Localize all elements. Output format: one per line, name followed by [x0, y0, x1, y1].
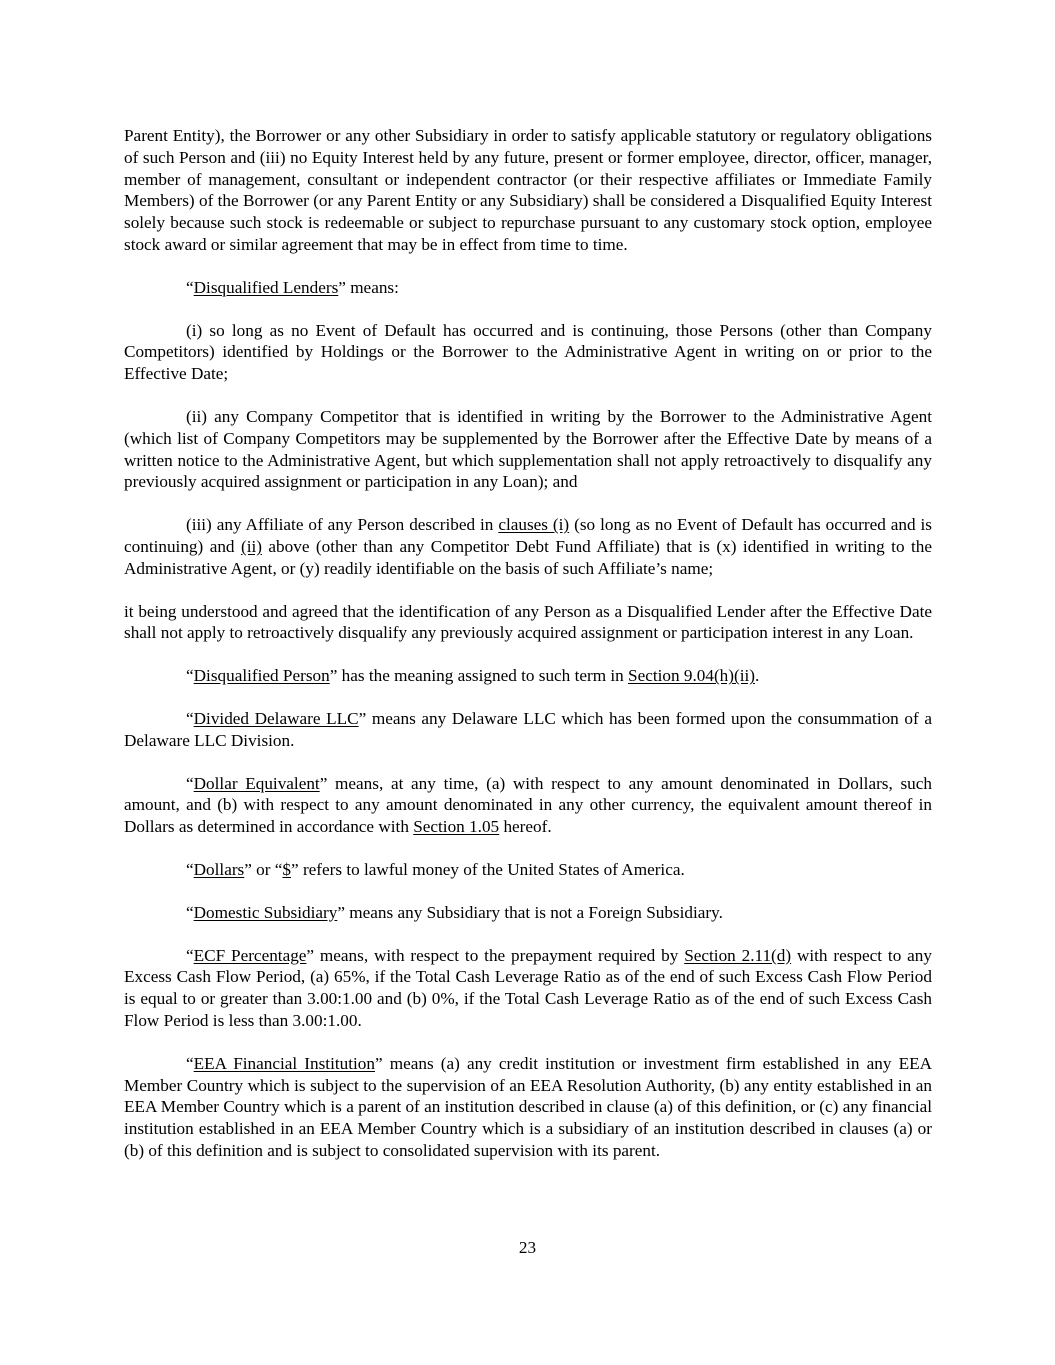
paragraph-proviso: it being understood and agreed that the identification of any Person as a Disqualified Lender after the Effective Date shall not apply to retroactively disqualify any previously acquired assignment or participation interest in any Loan. [124, 601, 932, 643]
cross-reference: clauses (i) [498, 515, 570, 535]
defined-term: EEA Financial Institution [193, 1053, 375, 1073]
definition-ecf-percentage: “ECF Percentage” means, with respect to the prepayment required by Section 2.11(d) with respect to any Excess Cash Flow Period, (a) 65%, if the Total Cash Leverage Ratio as of the end of such Excess Cash Flow Period is equal to or greater than 3.00:1.00 and (b) 0%, if the Total Cash Leverage Ratio as of the end of such Excess Cash Flow Period is less than 3.00:1.00. [124, 945, 932, 1030]
defined-term: Dollar Equivalent [193, 773, 320, 793]
defined-term: Divided Delaware LLC [193, 708, 359, 728]
defined-term: Dollars [193, 859, 245, 879]
definition-dollars: “Dollars” or “$” refers to lawful money of the United States of America. [186, 859, 685, 879]
cross-reference: Section 2.11(d) [684, 945, 792, 965]
definition-dollar-equivalent: “Dollar Equivalent” means, at any time, (a) with respect to any amount denominated in Dollars, such amount, and (b) with respect to any amount denominated in any other currency, the equivalent amount thereof in Dollars as determined in accordance with Section 1.05 hereof. [124, 773, 932, 837]
definition-domestic-subsidiary: “Domestic Subsidiary” means any Subsidiary that is not a Foreign Subsidiary. [186, 902, 723, 922]
defined-term: Disqualified Lenders [193, 277, 339, 297]
defined-term: $ [282, 859, 292, 879]
cross-reference: (ii) [240, 536, 262, 556]
defined-term: ECF Percentage [193, 945, 307, 965]
definition-disqualified-lenders: “Disqualified Lenders” means: [186, 277, 399, 297]
defined-term: Domestic Subsidiary [193, 902, 338, 922]
clause-i: (i) so long as no Event of Default has occurred and is continuing, those Persons (other than Company Competitors) identified by Holdings or the Borrower to the Administrative Agent in writing on or prior to the Effective Date; [124, 320, 932, 384]
definition-eea-financial-institution: “EEA Financial Institution” means (a) any credit institution or investment firm established in any EEA Member Country which is subject to the supervision of an EEA Resolution Authority, (b) any entity established in an EEA Member Country which is a parent of an institution described in clause (a) of this definition, or (c) any financial institution established in an EEA Member Country which is a subsidiary of an institution described in clauses (a) or (b) of this definition and is subject to consolidated supervision with its parent. [124, 1053, 932, 1160]
paragraph-continuation: Parent Entity), the Borrower or any other Subsidiary in order to satisfy applicable statutory or regulatory obligations of such Person and (iii) no Equity Interest held by any future, present or former employee, director, officer, manager, member of management, consultant or independent contractor (or their respective affiliates or Immediate Family Members) of the Borrower (or any Parent Entity or any Subsidiary) shall be considered a Disqualified Equity Interest solely because such stock is redeemable or subject to repurchase pursuant to any customary stock option, employee stock award or similar agreement that may be in effect from time to time. [124, 126, 932, 254]
page-number: 23 [518, 1238, 537, 1257]
clause-ii: (ii) any Company Competitor that is identified in writing by the Borrower to the Administrative Agent (which list of Company Competitors may be supplemented by the Borrower after the Effective Date by means of a written notice to the Administrative Agent, but which supplementation shall not apply retroactively to disqualify any previously acquired assignment or participation in any Loan); and [124, 406, 932, 492]
definition-divided-delaware-llc: “Divided Delaware LLC” means any Delaware LLC which has been formed upon the consummation of a Delaware LLC Division. [124, 708, 932, 750]
page-body [124, 125, 932, 1183]
defined-term: Disqualified Person [193, 666, 330, 686]
cross-reference: Section 1.05 [413, 817, 500, 837]
definition-disqualified-person: “Disqualified Person” has the meaning assigned to such term in Section 9.04(h)(ii). [186, 666, 760, 686]
clause-iii: (iii) any Affiliate of any Person described in clauses (i) (so long as no Event of Default has occurred and is continuing) and (ii) above (other than any Competitor Debt Fund Affiliate) that is (x) identified in writing to the Administrative Agent, or (y) readily identifiable on the basis of such Affiliate’s name; [124, 515, 932, 578]
cross-reference: Section 9.04(h)(ii) [628, 666, 755, 686]
